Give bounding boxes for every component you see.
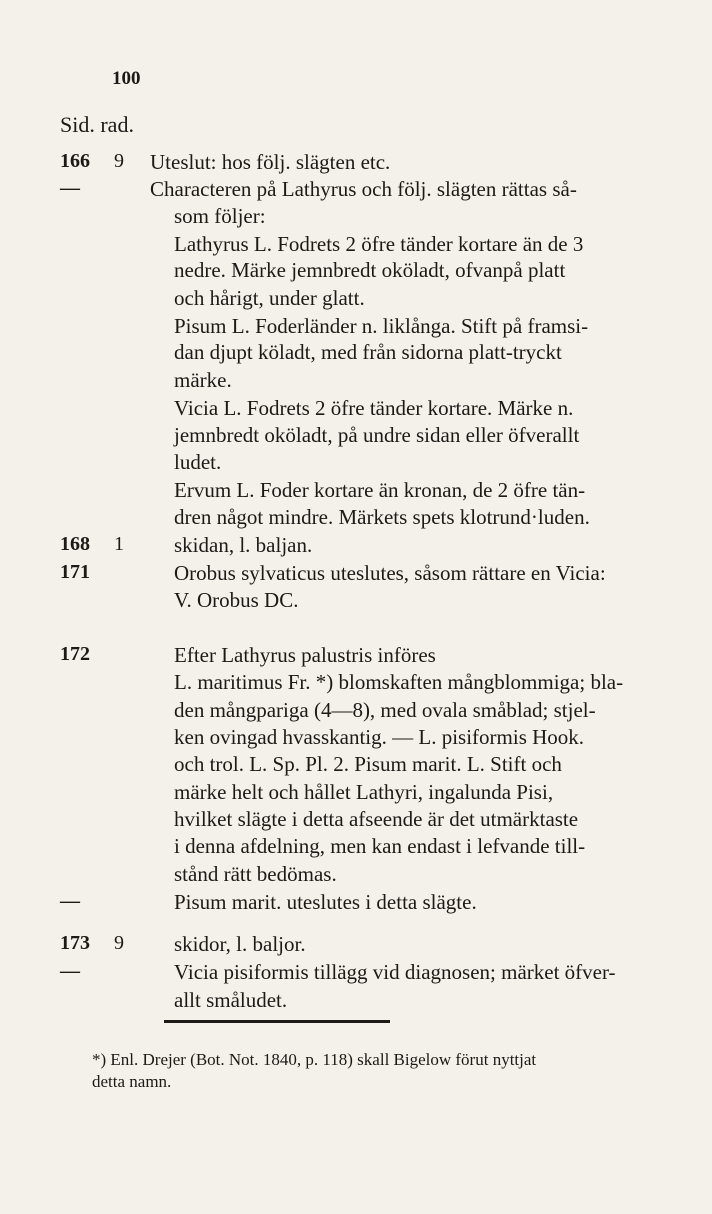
text-line (0, 286, 712, 316)
footnote-line: detta namn. (92, 1072, 172, 1091)
text-line (0, 670, 712, 700)
text-line (0, 752, 712, 782)
line-text: nedre. Märke jemnbredt oköladt, ofvanpå platt (174, 258, 566, 282)
page-ref: 171 (60, 561, 90, 583)
page-ref: — (60, 960, 80, 982)
line-ref: 1 (114, 533, 124, 555)
text-line (0, 780, 712, 810)
line-text: allt småludet. (174, 988, 288, 1012)
text-line (0, 725, 712, 755)
text-line (0, 834, 712, 864)
footnote-line: *) Enl. Drejer (Bot. Not. 1840, p. 118) skall Bigelow förut nyttjat (92, 1050, 537, 1069)
line-text: den mångpariga (4—8), med ovala småblad; stjel- (174, 698, 596, 722)
text-line (0, 932, 712, 962)
line-text: Lathyrus L. Fodrets 2 öfre tänder kortare än de 3 (174, 232, 584, 256)
text-line (0, 150, 712, 180)
line-text: och hårigt, under glatt. (174, 286, 365, 310)
line-text: märke helt och hållet Lathyri, ingalunda Pisi, (174, 780, 554, 804)
line-text: Characteren på Lathyrus och följ. slägten rättas så- (150, 177, 577, 201)
line-text: Pisum marit. uteslutes i detta slägte. (174, 890, 477, 914)
line-ref: 9 (114, 150, 124, 172)
text-line (0, 396, 712, 426)
page-ref: — (60, 177, 80, 199)
line-text: Orobus sylvaticus uteslutes, såsom rättare en Vicia: (174, 561, 606, 585)
text-line (0, 807, 712, 837)
line-text: jemnbredt oköladt, på undre sidan eller öfverallt (174, 423, 580, 447)
line-text: Pisum L. Foderländer n. liklånga. Stift på framsi- (174, 314, 589, 338)
text-line (0, 177, 712, 207)
text-line (0, 423, 712, 453)
line-text: Efter Lathyrus palustris införes (174, 643, 436, 667)
text-line (0, 204, 712, 234)
line-text: stånd rätt bedömas. (174, 862, 337, 886)
text-line (0, 643, 712, 673)
text-line (0, 258, 712, 288)
line-text: skidan, l. baljan. (174, 533, 313, 557)
line-ref: 9 (114, 932, 124, 954)
text-line (0, 478, 712, 508)
page-ref: 172 (60, 643, 90, 665)
text-line (0, 698, 712, 728)
line-text: Ervum L. Foder kortare än kronan, de 2 öfre tän- (174, 478, 586, 502)
text-line (0, 960, 712, 990)
text-line (0, 890, 712, 920)
line-text: märke. (174, 368, 232, 392)
line-text: skidor, l. baljor. (174, 932, 306, 956)
line-text: hvilket slägte i detta afseende är det utmärktaste (174, 807, 579, 831)
line-text: och trol. L. Sp. Pl. 2. Pisum marit. L. Stift och (174, 752, 562, 776)
line-text: ken ovingad hvasskantig. — L. pisiformis Hook. (174, 725, 585, 749)
line-text: V. Orobus DC. (174, 588, 299, 612)
page-ref: 173 (60, 932, 90, 954)
line-text: Vicia pisiformis tillägg vid diagnosen; märket öfver- (174, 960, 616, 984)
text-line (0, 533, 712, 563)
line-text: ludet. (174, 450, 222, 474)
text-line (0, 561, 712, 591)
page-ref: — (60, 890, 80, 912)
line-text: dren något mindre. Märkets spets klotrund·luden. (174, 505, 590, 529)
text-line (0, 368, 712, 398)
line-text: som följer: (174, 204, 266, 228)
text-line (0, 862, 712, 892)
text-line (0, 988, 712, 1018)
line-text: i denna afdelning, men kan endast i lefvande till- (174, 834, 586, 858)
footnote-rule (164, 1020, 390, 1023)
page-ref: 166 (60, 150, 90, 172)
line-text: Uteslut: hos följ. slägten etc. (150, 150, 391, 174)
column-header: Sid. rad. (60, 112, 134, 137)
page-number: 100 (112, 68, 141, 89)
text-line (0, 505, 712, 535)
page-ref: 168 (60, 533, 90, 555)
text-line (0, 588, 712, 618)
text-line (0, 450, 712, 480)
line-text: dan djupt köladt, med från sidorna platt-tryckt (174, 340, 562, 364)
text-line (0, 340, 712, 370)
line-text: L. maritimus Fr. *) blomskaften mångblommiga; bla- (174, 670, 624, 694)
line-text: Vicia L. Fodrets 2 öfre tänder kortare. Märke n. (174, 396, 574, 420)
